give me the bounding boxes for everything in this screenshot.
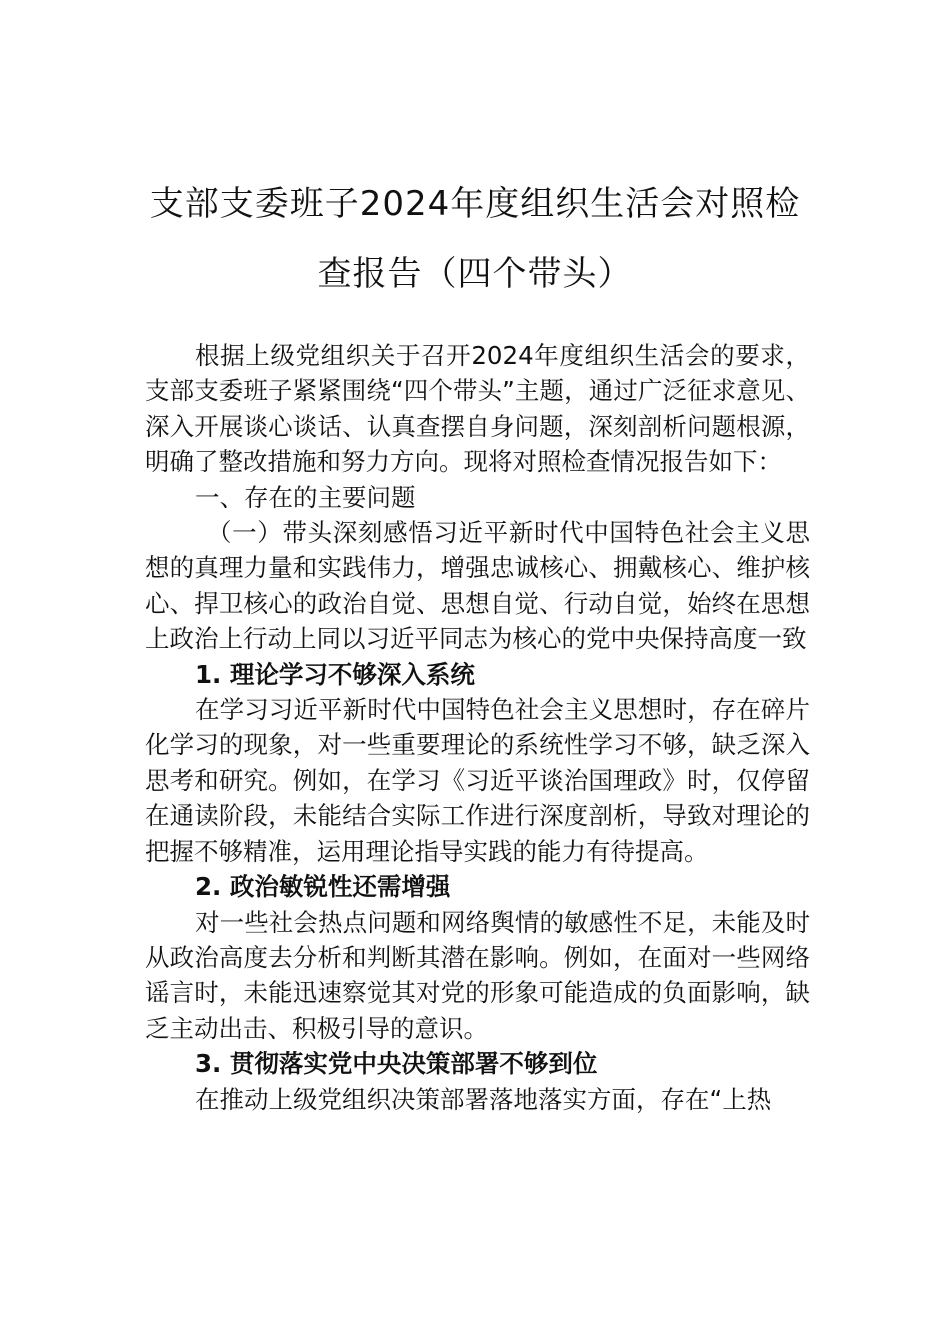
document-body: [145, 338, 810, 1117]
document-title-line-1: 支部支委班子2024年度组织生活会对照检: [149, 184, 801, 224]
item-body-3: 在推动上级党组织决策部署落地落实方面，存在“上热: [195, 1084, 772, 1114]
item-body-2: 对一些社会热点问题和网络舆情的敏感性不足，未能及时从政治高度去分析和判断其潜在影响。例如，在面对一些网络谣言时，未能迅速察觉其对党的形象可能造成的负面影响，缺乏主动出击、积极引导的意识。: [145, 907, 810, 1043]
intro-paragraph: 根据上级党组织关于召开2024年度组织生活会的要求，支部支委班子紧紧围绕“四个带头”主题，通过广泛征求意见、深入开展谈心谈话、认真查摆自身问题，深刻剖析问题根源，明确了整改措施和努力方向。现将对照检查情况报告如下：: [145, 341, 810, 477]
section-heading-1: 一、存在的主要问题: [195, 482, 416, 512]
item-heading-2: 2. 政治敏锐性还需增强: [195, 872, 451, 902]
item-body-1: 在学习习近平新时代中国特色社会主义思想时，存在碎片化学习的现象，对一些重要理论的系统性学习不够，缺乏深入思考和研究。例如，在学习《习近平谈治国理政》时，仅停留在通读阶段，未能结合实际工作进行深度剖析，导致对理论的把握不够精准，运用理论指导实践的能力有待提高。: [145, 695, 810, 866]
item-heading-3: 3. 贯彻落实党中央决策部署不够到位: [195, 1049, 598, 1079]
subsection-heading-1: （一）带头深刻感悟习近平新时代中国特色社会主义思想的真理力量和实践伟力，增强忠诚核心、拥戴核心、维护核心、捍卫核心的政治自觉、思想自觉、行动自觉，始终在思想上政治上行动上同以习近平同志为核心的党中央保持高度一致: [145, 518, 810, 654]
item-heading-1: 1. 理论学习不够深入系统: [195, 659, 475, 689]
document-title-line-2: 查报告（四个带头）: [317, 254, 633, 294]
